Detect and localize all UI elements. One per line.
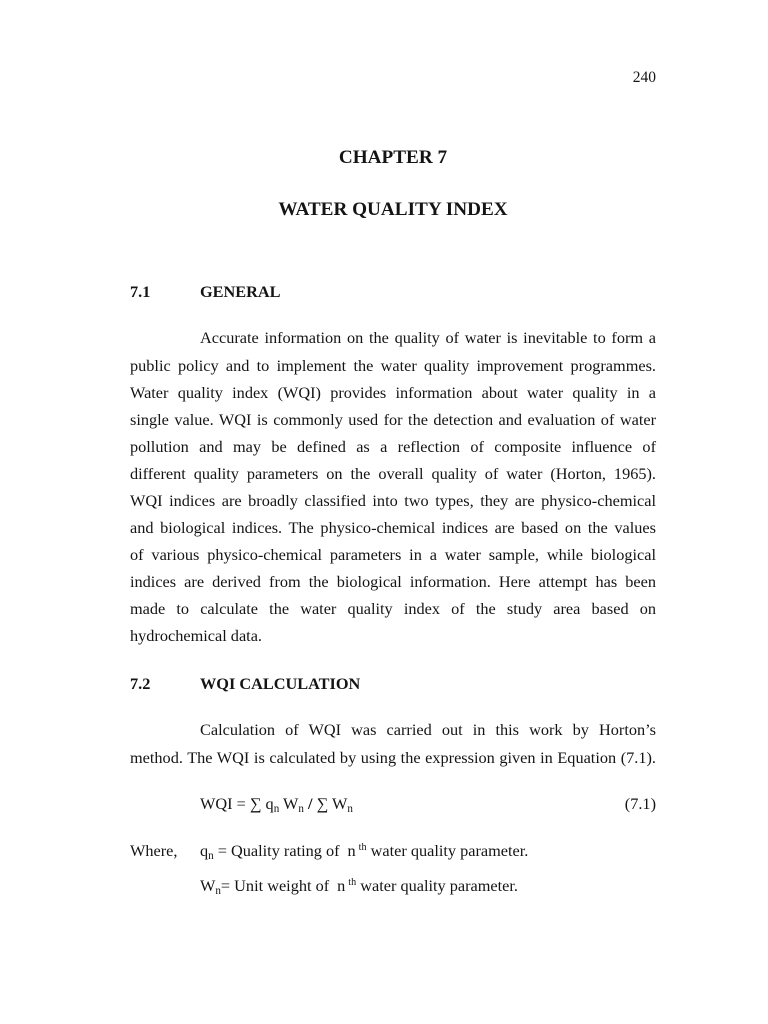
definition-quality-rating [200,839,528,863]
equation-wqi [200,792,656,816]
definition-index: n [347,841,356,860]
definition-symbol: q [200,841,209,860]
definition-superscript: th [358,841,367,853]
paragraph-line: public policy and to implement the water quality improvement programmes. [130,355,656,375]
paragraph-line: Calculation of WQI was carried out in this work by Horton’s [200,720,656,739]
paragraph-line: hydrochemical data. [130,626,262,646]
paragraph-line: different quality parameters on the overall quality of water (Horton, 1965). [130,463,656,483]
equation-segment: ∑ W [316,794,348,813]
general-paragraph [130,324,656,649]
equation-subscript: n [273,803,280,816]
equation-division-operator: / [303,794,317,813]
section-number: 7.1 [130,282,151,301]
paragraph-line: of various physico-chemical parameters in a water sample, while biological [130,545,656,565]
page-number: 240 [632,69,656,86]
definition-text: = Unit weight of [220,876,330,895]
chapter-label: CHAPTER 7 [338,147,448,168]
equation-number: (7.1) [624,794,656,813]
section-heading-wqi-calculation [130,672,656,696]
definition-rest: water quality parameter. [370,841,529,860]
paragraph-line: made to calculate the water quality index of the study area based on [130,599,656,619]
section-title: GENERAL [200,282,281,301]
definition-unit-weight [200,874,518,898]
definition-superscript: th [348,876,357,888]
equation-segment: W [279,794,299,813]
paragraph-line: pollution and may be defined as a reflection of composite influence of [130,436,656,456]
definition-text: = Quality rating of [213,841,340,860]
definition-subscript: n [215,885,221,898]
definition-rest: water quality parameter. [360,876,518,895]
section-title: WQI CALCULATION [200,674,361,693]
section-number: 7.2 [130,674,151,693]
paragraph-line: single value. WQI is commonly used for the detection and evaluation of water [130,409,656,429]
equation-segment: WQI = ∑ q [200,794,274,813]
paragraph-line: WQI indices are broadly classified into two types, they are physico-chemical [130,491,656,510]
where-label: Where, [130,841,178,860]
definition-index: n [337,876,346,895]
equation-subscript: n [298,803,304,816]
paragraph-line: method. The WQI is calculated by using the expression given in Equation (7.1). [130,748,656,767]
equation-expression [200,794,353,816]
wqi-calculation-paragraph [130,716,656,772]
definition-subscript: n [208,850,214,863]
definition-symbol: W [200,876,216,895]
section-heading-general [130,280,656,304]
paragraph-line: Accurate information on the quality of water is inevitable to form a [200,328,656,348]
paragraph-line: indices are derived from the biological information. Here attempt has been [130,572,656,592]
paragraph-line: Water quality index (WQI) provides information about water quality in a [130,382,656,402]
chapter-title: WATER QUALITY INDEX [278,199,508,220]
equation-subscript: n [347,803,353,816]
paragraph-line: and biological indices. The physico-chemical indices are based on the values [130,518,656,538]
